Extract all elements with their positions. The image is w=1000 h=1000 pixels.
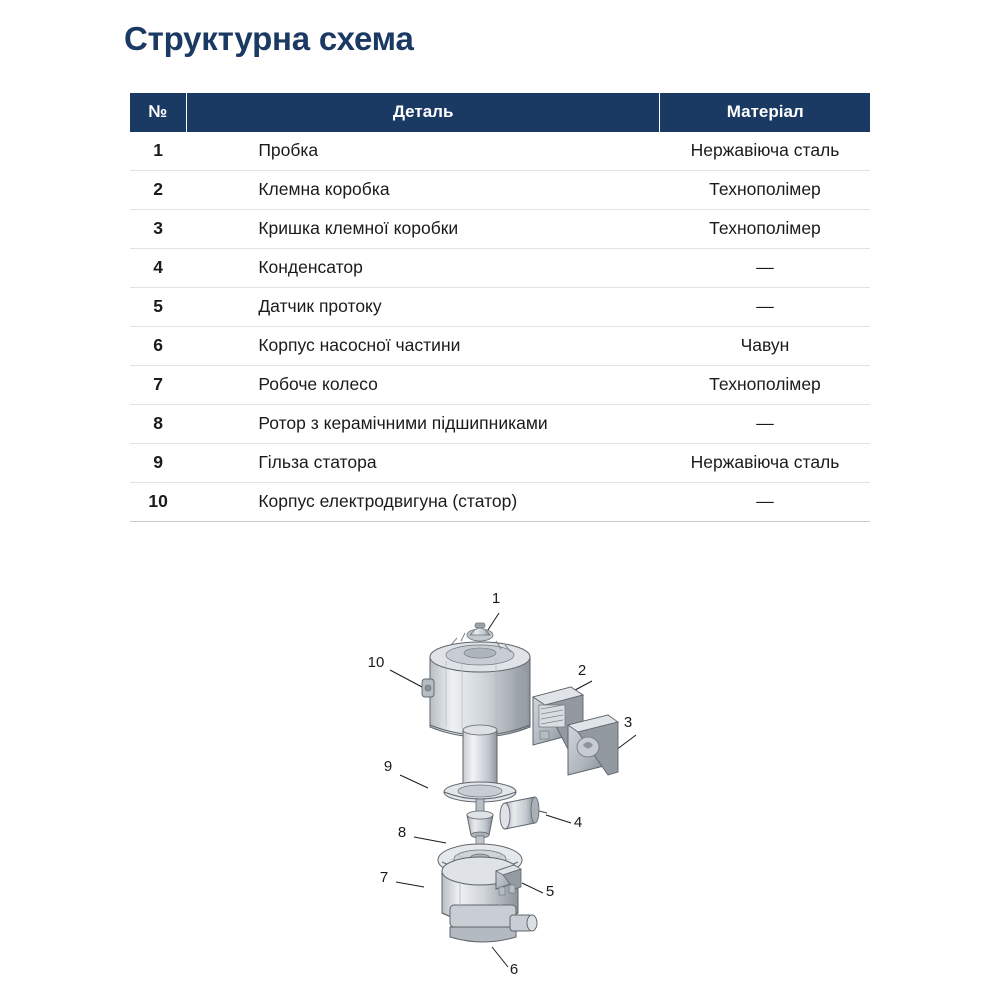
table-row	[130, 249, 870, 288]
cell-number: 6	[130, 327, 186, 366]
table-row	[130, 366, 870, 405]
cell-material: Нержавіюча сталь	[660, 132, 870, 171]
cell-material: Технополімер	[660, 171, 870, 210]
cell-part: Пробка	[186, 132, 660, 171]
cell-material: —	[660, 249, 870, 288]
table-row	[130, 132, 870, 171]
cell-part: Гільза статора	[186, 444, 660, 483]
part-capacitor	[500, 797, 547, 829]
table-row	[130, 327, 870, 366]
cell-number: 4	[130, 249, 186, 288]
column-header-number: №	[130, 93, 186, 132]
page-title: Структурна схема	[124, 20, 414, 57]
part-pump-body	[442, 857, 537, 942]
callout-label-3: 3	[623, 714, 633, 731]
callout-label-10: 10	[367, 654, 385, 671]
callout-label-6: 6	[509, 961, 519, 978]
table-row	[130, 405, 870, 444]
column-header-material: Матеріал	[660, 93, 870, 132]
callout-label-5: 5	[545, 883, 555, 900]
cell-material: —	[660, 483, 870, 522]
exploded-pump-diagram	[300, 575, 720, 985]
callout-label-9: 9	[383, 758, 393, 775]
table-row	[130, 210, 870, 249]
cell-number: 2	[130, 171, 186, 210]
table-body	[130, 132, 870, 522]
table-row	[130, 171, 870, 210]
cell-number: 7	[130, 366, 186, 405]
cell-part: Датчик протоку	[186, 288, 660, 327]
cell-part: Ротор з керамічними підшипниками	[186, 405, 660, 444]
cell-number: 1	[130, 132, 186, 171]
table-row	[130, 288, 870, 327]
cell-part: Конденсатор	[186, 249, 660, 288]
cell-material: Технополімер	[660, 210, 870, 249]
cell-part: Робоче колесо	[186, 366, 660, 405]
part-plug	[467, 623, 493, 641]
callout-label-4: 4	[573, 814, 583, 831]
table-header	[130, 93, 870, 132]
cell-material: Чавун	[660, 327, 870, 366]
cell-part: Корпус насосної частини	[186, 327, 660, 366]
callout-label-7: 7	[379, 869, 389, 886]
cell-part: Кришка клемної коробки	[186, 210, 660, 249]
cell-number: 3	[130, 210, 186, 249]
part-motor-housing	[422, 633, 530, 737]
cell-number: 10	[130, 483, 186, 522]
callout-label-1: 1	[491, 590, 501, 607]
cell-number: 9	[130, 444, 186, 483]
cell-material: Нержавіюча сталь	[660, 444, 870, 483]
table-row	[130, 483, 870, 522]
cell-number: 8	[130, 405, 186, 444]
table-header-row	[130, 93, 870, 132]
table-row	[130, 444, 870, 483]
pump-illustration	[300, 575, 720, 985]
callout-label-8: 8	[397, 824, 407, 841]
part-rotor	[467, 799, 493, 845]
cell-material: Технополімер	[660, 366, 870, 405]
cell-part: Корпус електродвигуна (статор)	[186, 483, 660, 522]
cell-part: Клемна коробка	[186, 171, 660, 210]
cell-number: 5	[130, 288, 186, 327]
callout-label-2: 2	[577, 662, 587, 679]
part-stator-sleeve	[444, 725, 516, 802]
parts-table	[130, 93, 870, 522]
column-header-part: Деталь	[186, 93, 660, 132]
cell-material: —	[660, 405, 870, 444]
part-terminal-box-cover	[568, 715, 618, 775]
cell-material: —	[660, 288, 870, 327]
